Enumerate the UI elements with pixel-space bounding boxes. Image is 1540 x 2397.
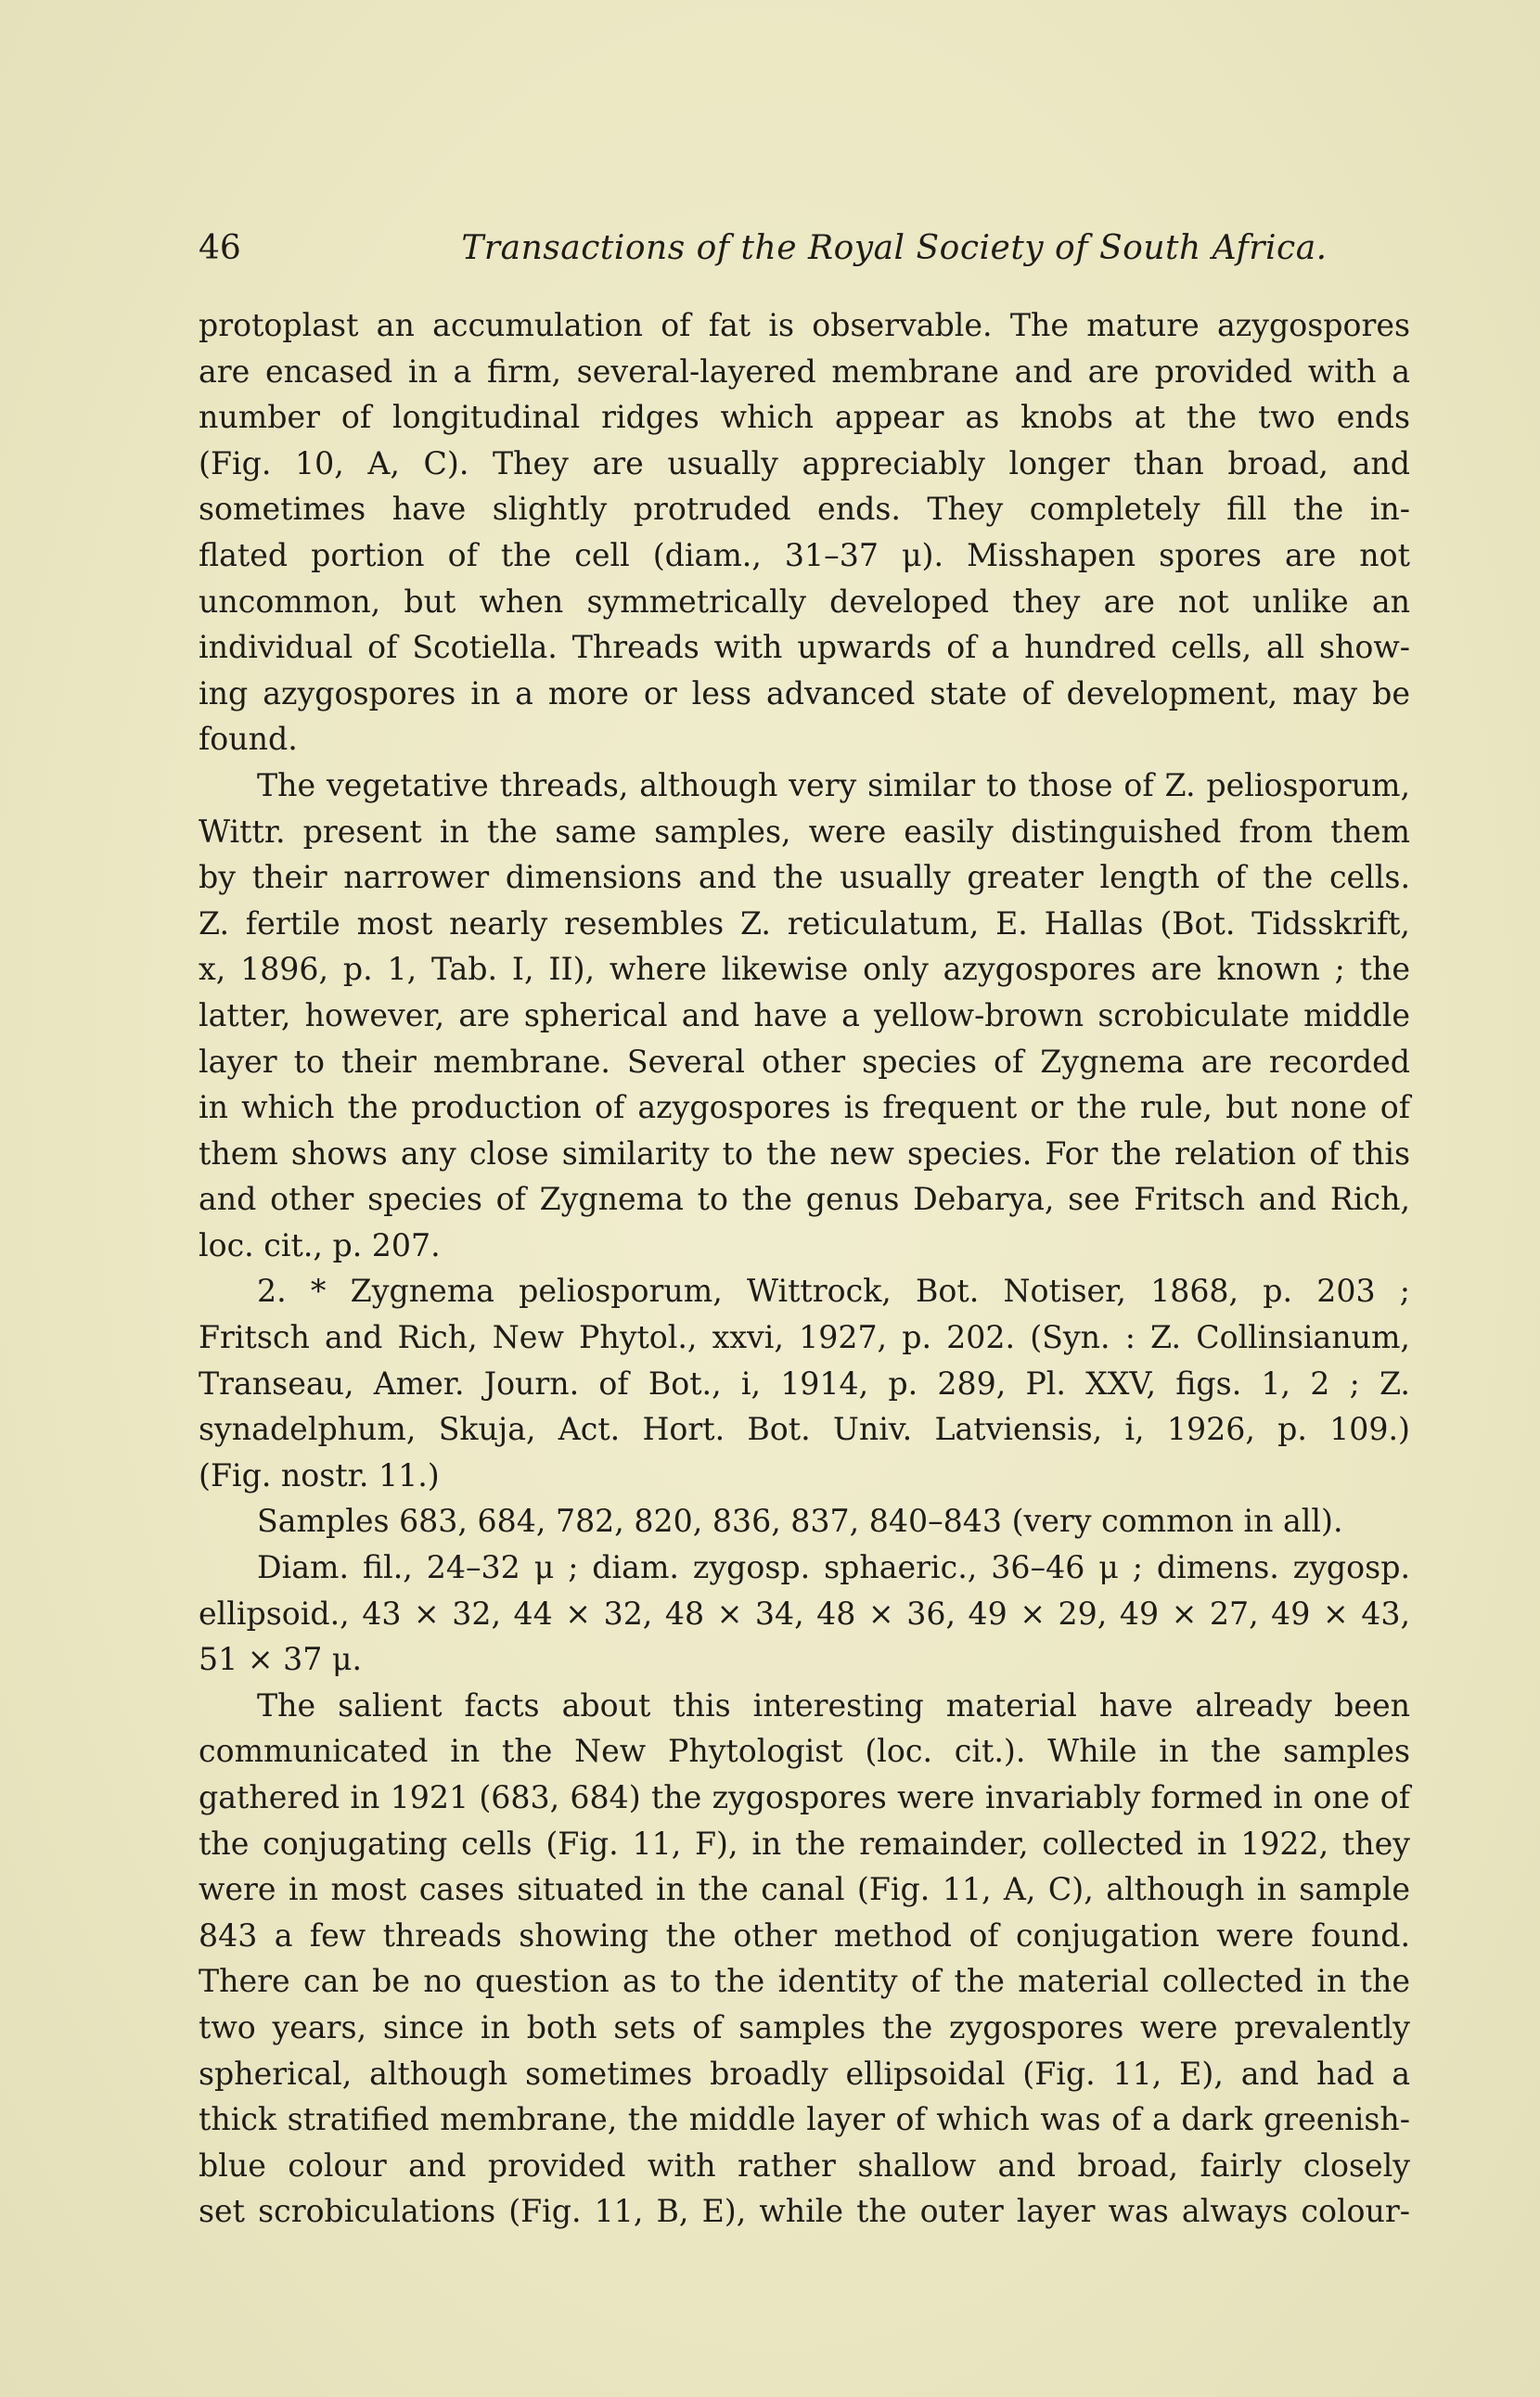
text-line: Diam. fil., 24–32 μ ; diam. zygosp. sphaeric., 36–46 μ ; dimens. zygosp. (257, 1549, 1410, 1586)
text-line: (Fig. 10, A, C). They are usually appreciably longer than broad, and (199, 444, 1410, 481)
page-header (199, 221, 1410, 276)
text-line: by their narrower dimensions and the usually greater length of the cells. (199, 859, 1410, 896)
text-line: sometimes have slightly protruded ends. They completely fill the in- (199, 491, 1410, 528)
text-line: There can be no question as to the identity of the material collected in the (199, 1963, 1410, 2000)
text-line: them shows any close similarity to the new species. For the relation of this (199, 1134, 1410, 1172)
text-line: 2. * Zygnema peliosporum, Wittrock, Bot. Notiser, 1868, p. 203 ; (257, 1273, 1410, 1310)
text-line: thick stratified membrane, the middle layer of which was of a dark greenish- (199, 2101, 1410, 2138)
text-line: 51 × 37 μ. (199, 1641, 363, 1678)
text-line: spherical, although sometimes broadly ellipsoidal (Fig. 11, E), and had a (199, 2055, 1410, 2092)
text-line: gathered in 1921 (683, 684) the zygospores were invariably formed in one of (199, 1779, 1410, 1815)
text-line: protoplast an accumulation of fat is observable. The mature azygospores (199, 307, 1410, 343)
text-line: 843 a few threads showing the other method of conjugation were found. (199, 1916, 1410, 1954)
text-line: The salient facts about this interesting material have already been (257, 1686, 1410, 1724)
text-line: The vegetative threads, although very similar to those of Z. peliosporum, (257, 766, 1410, 803)
text-line: x, 1896, p. 1, Tab. I, II), where likewise only azygospores are known ; the (199, 951, 1410, 988)
text-line: synadelphum, Skuja, Act. Hort. Bot. Univ. Latviensis, i, 1926, p. 109.) (199, 1411, 1410, 1448)
running-head: Transactions of the Royal Society of South Africa. (461, 229, 1328, 267)
text-line: flated portion of the cell (diam., 31–37 μ). Misshapen spores are not (199, 536, 1410, 573)
text-line: uncommon, but when symmetrically developed they are not unlike an (199, 583, 1410, 620)
text-line: are encased in a firm, several-layered membrane and are provided with a (199, 352, 1410, 390)
text-line: Samples 683, 684, 782, 820, 836, 837, 840–843 (very common in all). (257, 1503, 1343, 1540)
text-line: ing azygospores in a more or less advanced state of development, may be (199, 674, 1410, 711)
text-line: latter, however, are spherical and have a yellow-brown scrobiculate middle (199, 996, 1410, 1033)
text-line: two years, since in both sets of samples the zygospores were prevalently (199, 2008, 1410, 2045)
text-line: Fritsch and Rich, New Phytol., xxvi, 1927, p. 202. (Syn. : Z. Collinsianum, (199, 1319, 1410, 1356)
text-line: loc. cit., p. 207. (199, 1226, 441, 1263)
text-line: individual of Scotiella. Threads with upwards of a hundred cells, all show- (199, 629, 1410, 666)
text-line: Transeau, Amer. Journ. of Bot., i, 1914, p. 289, Pl. XXV, figs. 1, 2 ; Z. (199, 1365, 1410, 1402)
text-line: the conjugating cells (Fig. 11, F), in the remainder, collected in 1922, they (199, 1825, 1410, 1862)
text-line: found. (199, 721, 298, 758)
text-line: communicated in the New Phytologist (loc. cit.). While in the samples (199, 1733, 1410, 1770)
page-number: 46 (199, 229, 241, 267)
text-line: number of longitudinal ridges which appear as knobs at the two ends (199, 399, 1410, 436)
text-line: were in most cases situated in the canal (Fig. 11, A, C), although in sample (199, 1871, 1410, 1908)
text-line: Z. fertile most nearly resembles Z. reticulatum, E. Hallas (Bot. Tidsskrift, (199, 904, 1410, 942)
text-line: (Fig. nostr. 11.) (199, 1456, 440, 1493)
text-line: set scrobiculations (Fig. 11, B, E), while the outer layer was always colour- (199, 2193, 1410, 2230)
text-line: layer to their membrane. Several other species of Zygnema are recorded (199, 1043, 1410, 1080)
text-line: and other species of Zygnema to the genus Debarya, see Fritsch and Rich, (199, 1181, 1410, 1218)
text-line: in which the production of azygospores is frequent or the rule, but none of (199, 1089, 1410, 1126)
text-line: ellipsoid., 43 × 32, 44 × 32, 48 × 34, 48 × 36, 49 × 29, 49 × 27, 49 × 43, (199, 1595, 1410, 1632)
text-line: blue colour and provided with rather shallow and broad, fairly closely (199, 2147, 1410, 2184)
body-text (199, 302, 1410, 2235)
text-line: Wittr. present in the same samples, were easily distinguished from them (199, 813, 1410, 850)
